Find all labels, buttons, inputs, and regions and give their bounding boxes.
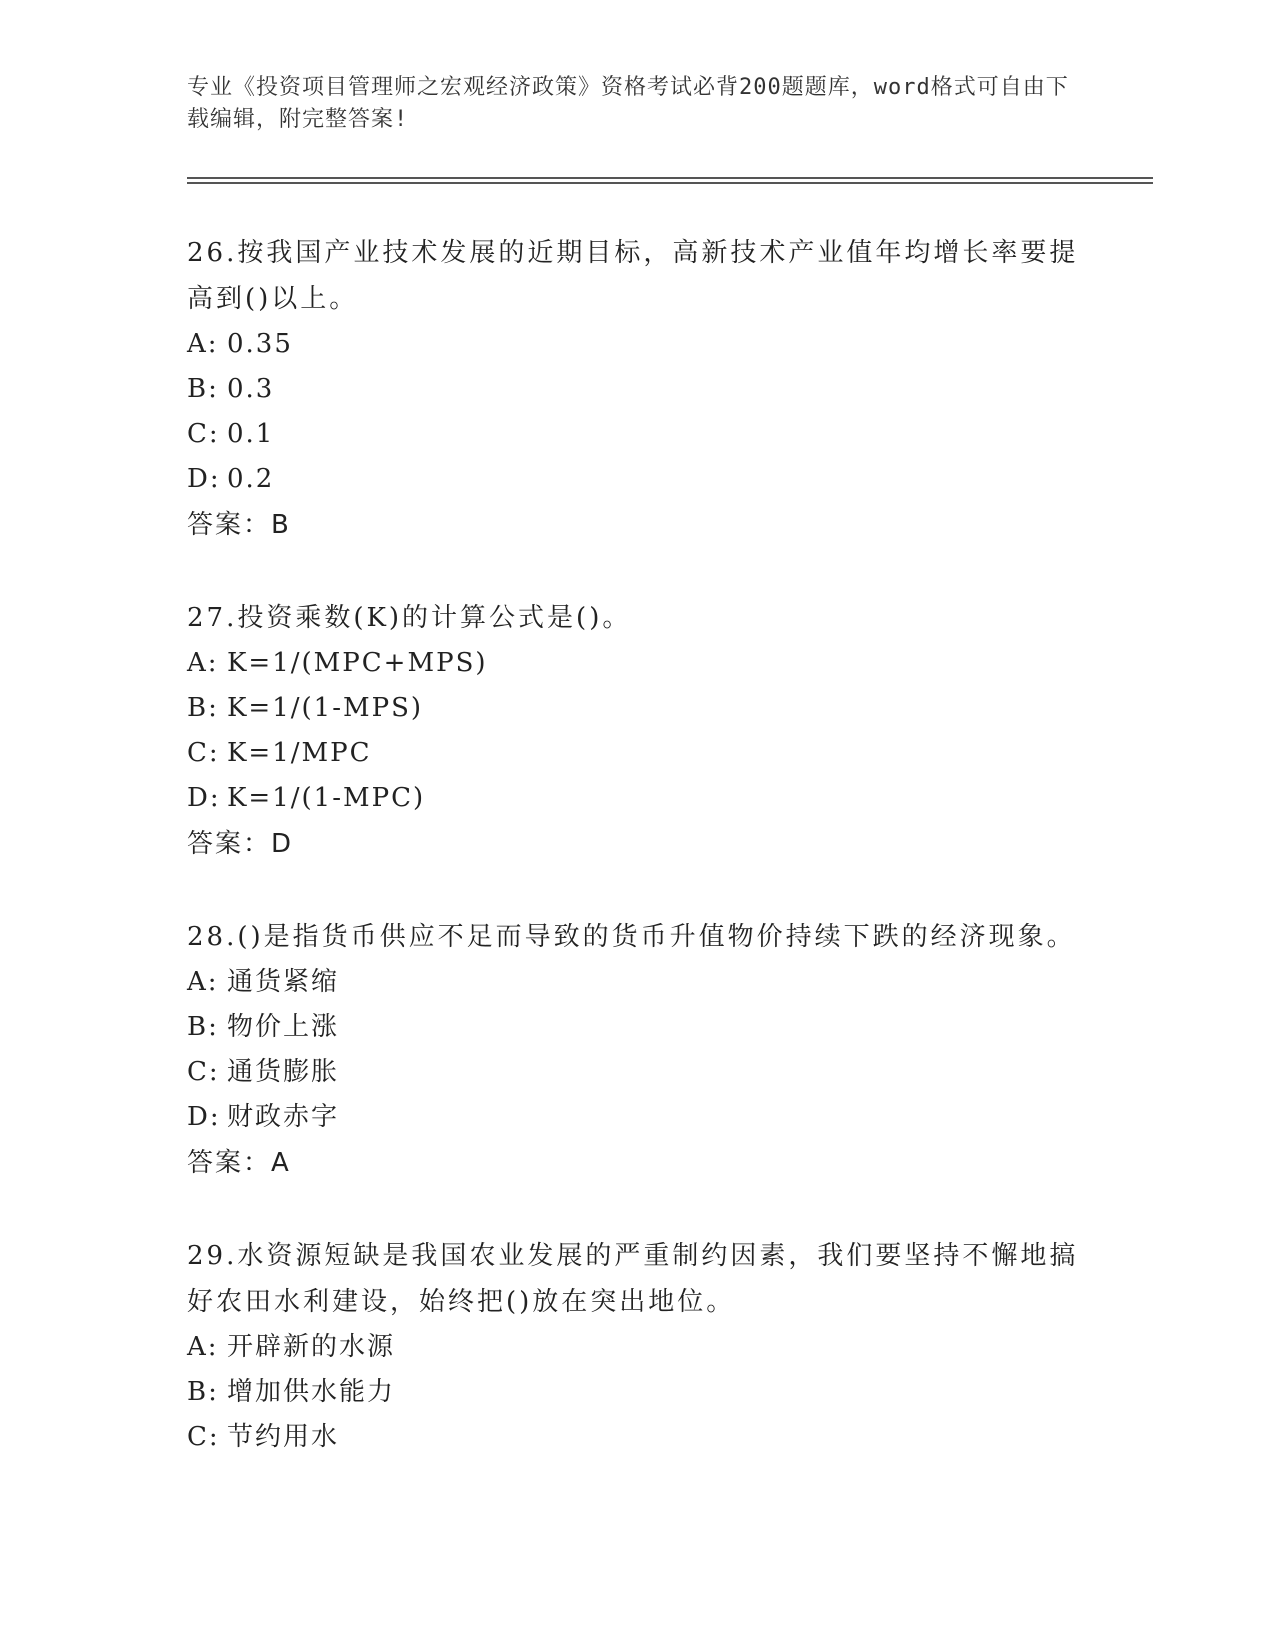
option-text: 0.1 (227, 419, 275, 449)
option-label: A: (187, 1332, 219, 1362)
question-stem: 29.水资源短缺是我国农业发展的严重制约因素，我们要坚持不懈地搞好农田水利建设，始终把()放在突出地位。 (187, 1241, 1079, 1317)
answer-line: 答案：D (187, 829, 294, 859)
question-stem: 28.()是指货币供应不足而导致的货币升值物价持续下跌的经济现象。 (187, 922, 1076, 952)
question-27 (187, 595, 1087, 867)
option-b (187, 367, 1087, 412)
option-a (187, 641, 1087, 686)
option-text: 0.2 (227, 464, 275, 494)
option-b (187, 686, 1087, 731)
header-divider-top (187, 177, 1153, 179)
option-label: A: (187, 329, 219, 359)
question-29 (187, 1233, 1087, 1460)
option-text: 通货紧缩 (227, 967, 340, 997)
answer-line: 答案：A (187, 1148, 291, 1178)
option-text: 物价上涨 (227, 1012, 340, 1042)
option-c (187, 1050, 1087, 1095)
option-text: 财政赤字 (227, 1102, 340, 1132)
option-text: 0.3 (227, 374, 275, 404)
option-a (187, 1325, 1087, 1370)
answer-line: 答案：B (187, 510, 291, 540)
question-28 (187, 914, 1087, 1186)
option-label: A: (187, 967, 219, 997)
option-label: C: (187, 1057, 220, 1087)
option-d (187, 1095, 1087, 1140)
option-label: B: (187, 1377, 219, 1407)
option-text: 开辟新的水源 (227, 1332, 396, 1362)
option-label: C: (187, 738, 220, 768)
question-stem: 27.投资乘数(K)的计算公式是()。 (187, 603, 632, 633)
option-text: 增加供水能力 (227, 1377, 396, 1407)
option-label: D: (187, 1102, 221, 1132)
option-label: A: (187, 648, 219, 678)
option-text: 节约用水 (227, 1422, 340, 1452)
option-label: B: (187, 1012, 219, 1042)
option-label: D: (187, 464, 221, 494)
option-label: B: (187, 693, 219, 723)
option-text: 0.35 (227, 329, 293, 359)
option-label: D: (187, 783, 221, 813)
document-header: 专业《投资项目管理师之宏观经济政策》资格考试必背200题题库，word格式可自由下载编辑，附完整答案! (187, 75, 1069, 132)
question-list (187, 230, 1087, 1507)
option-label: C: (187, 419, 220, 449)
option-label: B: (187, 374, 219, 404)
option-a (187, 322, 1087, 367)
option-a (187, 960, 1087, 1005)
option-b (187, 1005, 1087, 1050)
question-26 (187, 230, 1087, 548)
option-label: C: (187, 1422, 220, 1452)
option-d (187, 776, 1087, 821)
option-b (187, 1370, 1087, 1415)
option-d (187, 457, 1087, 502)
option-text: K=1/MPC (227, 738, 372, 768)
option-text: K=1/(1-MPS) (227, 693, 424, 723)
option-c (187, 731, 1087, 776)
option-c (187, 412, 1087, 457)
option-text: K=1/(MPC+MPS) (227, 648, 488, 678)
option-c (187, 1415, 1087, 1460)
option-text: 通货膨胀 (227, 1057, 340, 1087)
header-divider-bottom (187, 182, 1153, 184)
option-text: K=1/(1-MPC) (227, 783, 426, 813)
question-stem: 26.按我国产业技术发展的近期目标，高新技术产业值年均增长率要提高到()以上。 (187, 238, 1079, 314)
